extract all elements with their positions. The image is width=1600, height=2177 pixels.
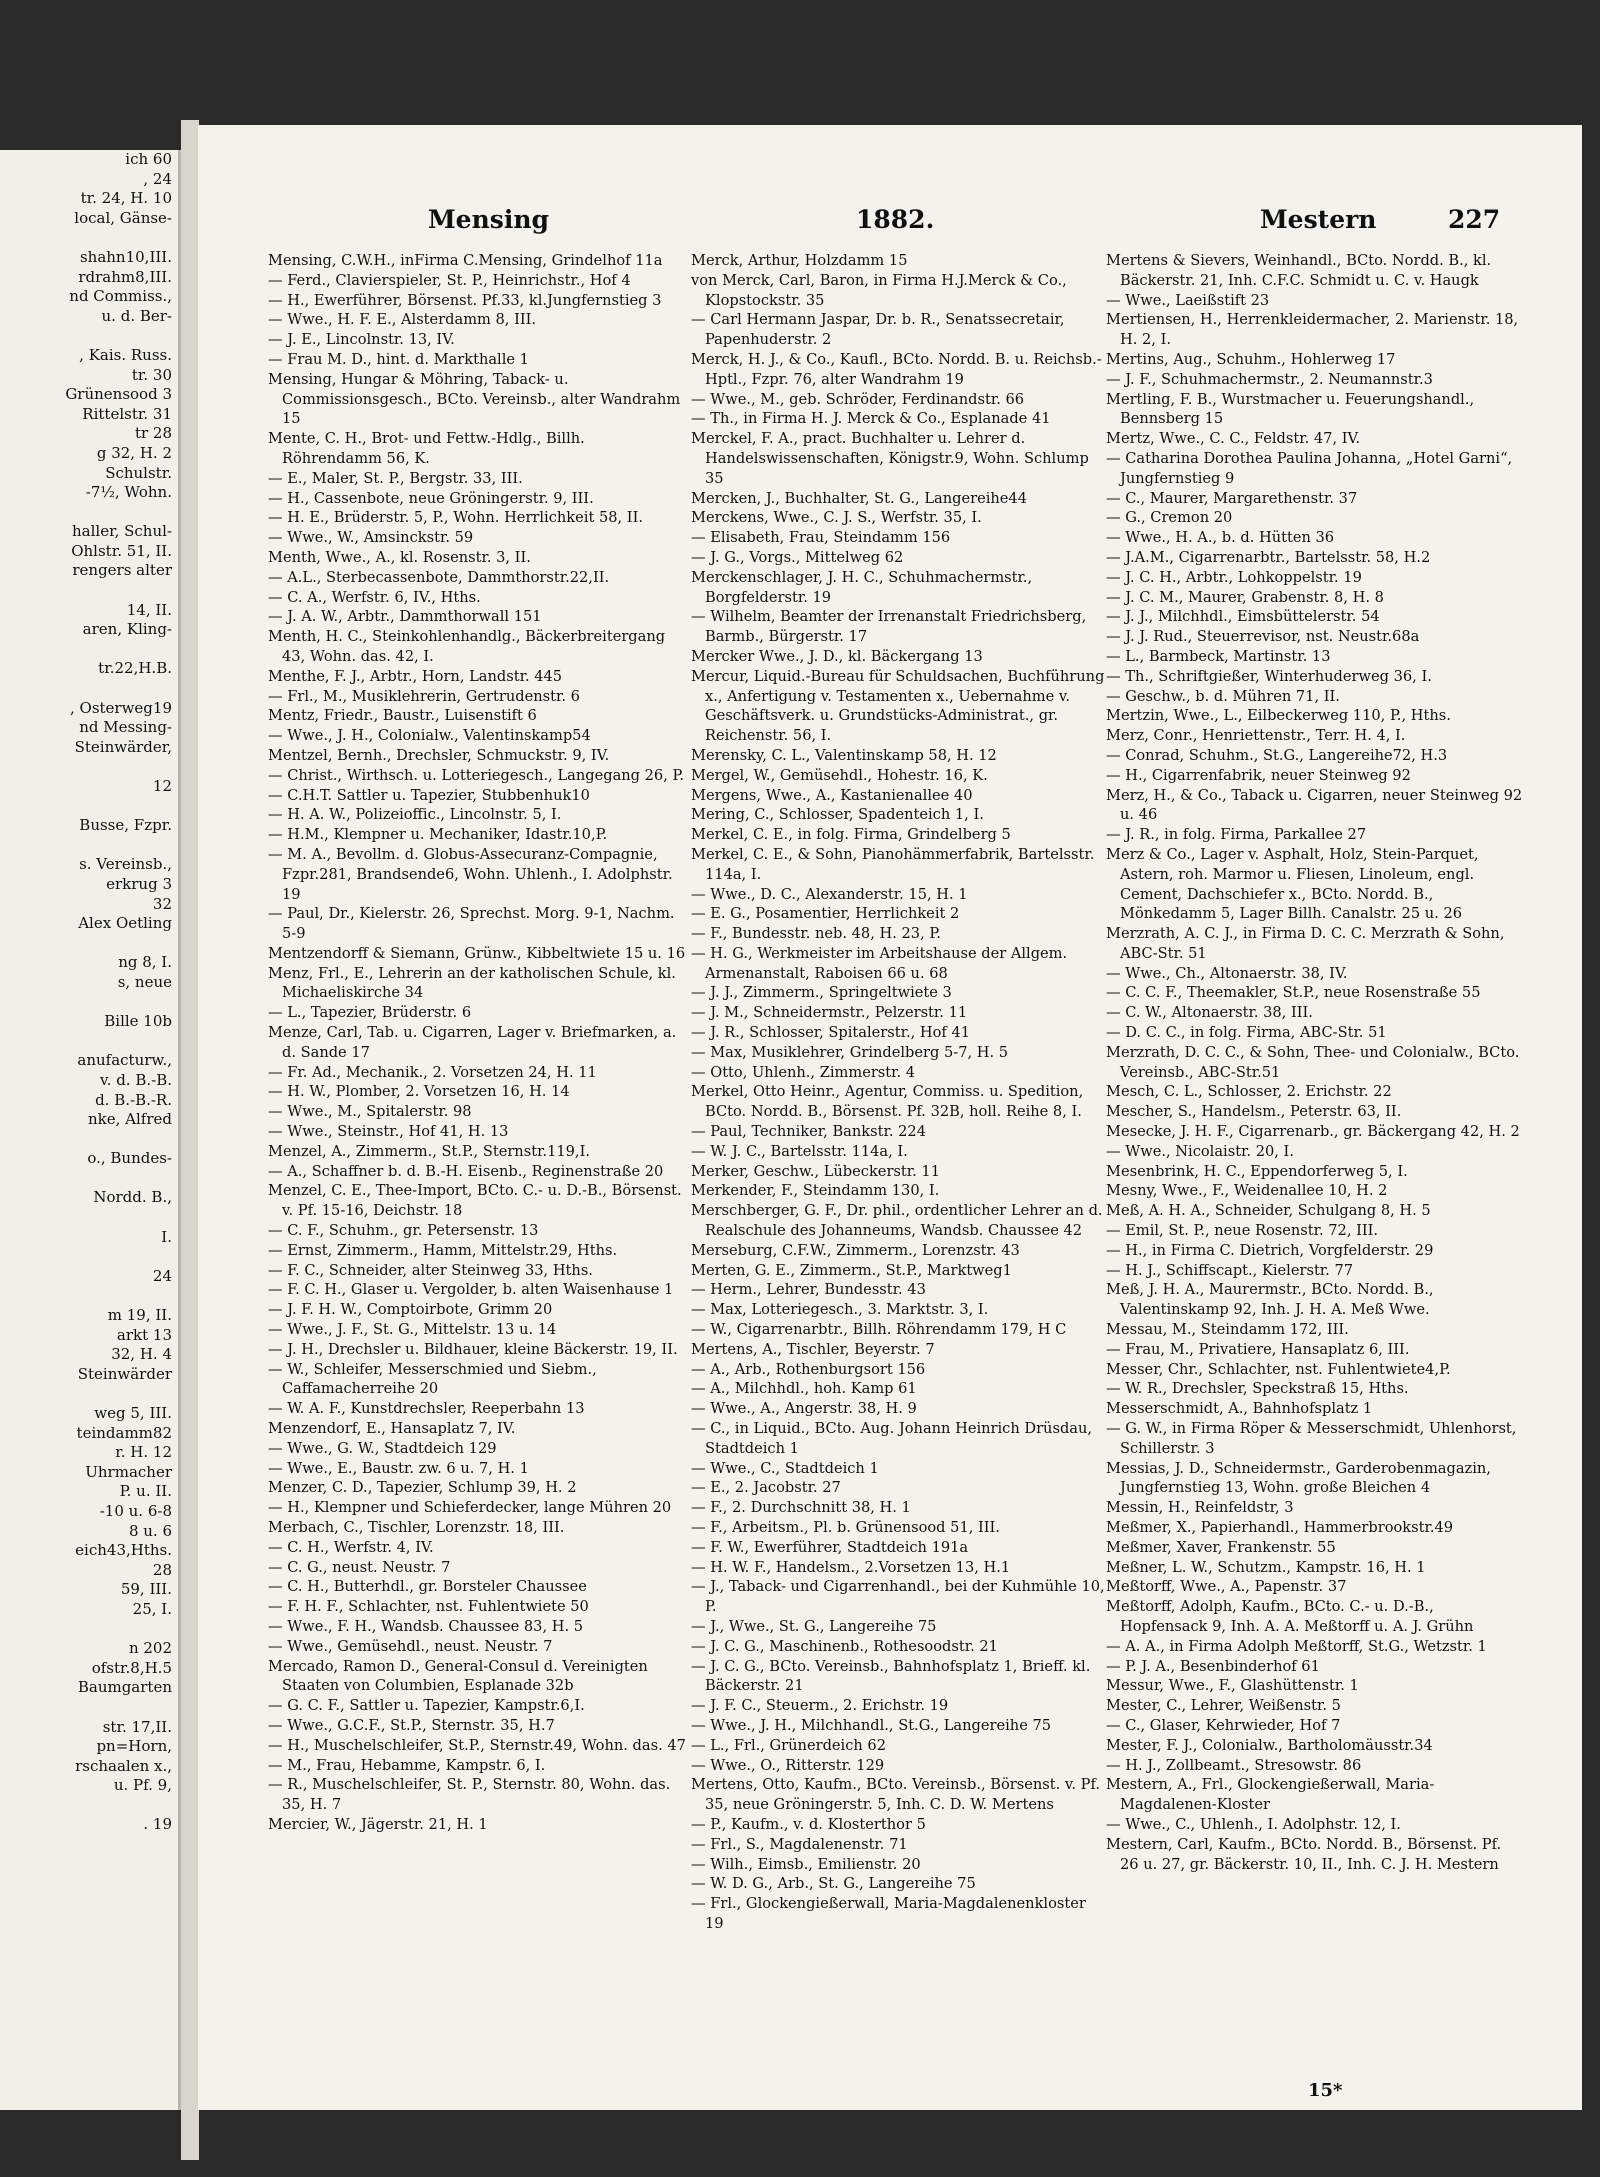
directory-entry: Messerschmidt, A., Bahnhofsplatz 1 bbox=[1106, 1400, 1373, 1418]
previous-page-line: 28 bbox=[152, 1560, 172, 1579]
column-2 bbox=[691, 251, 1109, 1934]
previous-page-line: shahn10,III. bbox=[79, 247, 172, 266]
directory-entry: Merckens, Wwe., C. J. S., Werfstr. 35, I. bbox=[691, 509, 982, 527]
directory-entry: — Wwe., H. F. E., Alsterdamm 8, III. bbox=[268, 311, 537, 329]
directory-entry: Merz, H., & Co., Taback u. Cigarren, neuer Steinweg 92 u. 46 bbox=[1106, 786, 1523, 824]
directory-entry: — Conrad, Schuhm., St.G., Langereihe72, H.3 bbox=[1106, 746, 1448, 764]
directory-entry: — J. C. G., BCto. Vereinsb., Bahnhofsplatz 1, Brieff. kl. Bäckerstr. 21 bbox=[691, 1657, 1091, 1695]
previous-page-line bbox=[0, 326, 178, 346]
previous-page-line: rschaalen x., bbox=[75, 1756, 172, 1775]
directory-entry: Merschberger, G. F., Dr. phil., ordentlicher Lehrer an d. Realschule des Johanneums, Wandsb. Chaussee 42 bbox=[691, 1202, 1103, 1240]
previous-page-line bbox=[0, 228, 178, 248]
directory-entry: — J. H., Drechsler u. Bildhauer, kleine Bäckerstr. 19, II. bbox=[268, 1340, 678, 1358]
previous-page-line bbox=[0, 1169, 178, 1189]
directory-entry: — Wwe., Nicolaistr. 20, I. bbox=[1106, 1142, 1294, 1160]
directory-entry: Menthe, F. J., Arbtr., Horn, Landstr. 445 bbox=[268, 667, 563, 685]
previous-page-line: Nordd. B., bbox=[93, 1188, 172, 1207]
directory-entry: — C. W., Altonaerstr. 38, III. bbox=[1106, 1004, 1313, 1022]
previous-page-line: 14, II. bbox=[126, 600, 172, 619]
previous-page-line: 32 bbox=[152, 894, 172, 913]
directory-entry: — J. A. W., Arbtr., Dammthorwall 151 bbox=[268, 608, 542, 626]
previous-page-line: n 202 bbox=[128, 1639, 172, 1658]
directory-entry: Menth, Wwe., A., kl. Rosenstr. 3, II. bbox=[268, 548, 531, 566]
directory-entry: — Wwe., D. C., Alexanderstr. 15, H. 1 bbox=[691, 885, 968, 903]
directory-entry: — Wwe., G.C.F., St.P., Sternstr. 35, H.7 bbox=[268, 1716, 555, 1734]
directory-entry: — J. M., Schneidermstr., Pelzerstr. 11 bbox=[691, 1004, 968, 1022]
directory-entry: — Wwe., E., Baustr. zw. 6 u. 7, H. 1 bbox=[268, 1459, 529, 1477]
previous-page-line: Alex Oetling bbox=[78, 914, 172, 933]
directory-entry: — Wwe., F. H., Wandsb. Chaussee 83, H. 5 bbox=[268, 1617, 584, 1635]
column-3 bbox=[1106, 251, 1524, 1874]
directory-entry: — Catharina Dorothea Paulina Johanna, „Hotel Garni“, Jungfernstieg 9 bbox=[1106, 449, 1513, 487]
directory-entry: Menzendorf, E., Hansaplatz 7, IV. bbox=[268, 1420, 516, 1438]
directory-entry: — Wwe., C., Stadtdeich 1 bbox=[691, 1459, 879, 1477]
directory-entry: Mertiensen, H., Herrenkleidermacher, 2. Marienstr. 18, H. 2, I. bbox=[1106, 311, 1519, 349]
header-left-keyword: Mensing bbox=[428, 205, 549, 234]
previous-page-line bbox=[0, 1286, 178, 1306]
directory-entry: — M., Frau, Hebamme, Kampstr. 6, I. bbox=[268, 1756, 546, 1774]
directory-entry: Meß, A. H. A., Schneider, Schulgang 8, H. 5 bbox=[1106, 1202, 1431, 1220]
directory-entry: Merckenschlager, J. H. C., Schuhmachermstr., Borgfelderstr. 19 bbox=[691, 568, 1033, 606]
directory-entry: — H. J., Schiffscapt., Kielerstr. 77 bbox=[1106, 1261, 1354, 1279]
previous-page-line: eich43,Hths. bbox=[75, 1541, 172, 1560]
directory-entry: — D. C. C., in folg. Firma, ABC-Str. 51 bbox=[1106, 1024, 1387, 1042]
previous-page-line: Ohlstr. 51, II. bbox=[71, 541, 172, 560]
directory-entry: — Th., in Firma H. J. Merck & Co., Esplanade 41 bbox=[691, 410, 1051, 428]
directory-entry: Messau, M., Steindamm 172, III. bbox=[1106, 1321, 1349, 1339]
previous-page-line bbox=[0, 581, 178, 601]
header-year: 1882. bbox=[856, 205, 935, 234]
directory-entry: — H. G., Werkmeister im Arbeitshause der Allgem. Armenanstalt, Raboisen 66 u. 68 bbox=[691, 944, 1068, 982]
previous-page-fragment bbox=[0, 150, 181, 2110]
previous-page-line bbox=[0, 1384, 178, 1404]
directory-entry: Messer, Chr., Schlachter, nst. Fuhlentwiete4,P. bbox=[1106, 1360, 1451, 1378]
previous-page-line bbox=[0, 1247, 178, 1267]
directory-entry: von Merck, Carl, Baron, in Firma H.J.Merck & Co., Klopstockstr. 35 bbox=[691, 271, 1067, 309]
directory-entry: Mentz, Friedr., Baustr., Luisenstift 6 bbox=[268, 707, 537, 725]
directory-entry: Mesecke, J. H. F., Cigarrenarb., gr. Bäckergang 42, H. 2 bbox=[1106, 1123, 1520, 1141]
directory-entry: — J. C. H., Arbtr., Lohkoppelstr. 19 bbox=[1106, 568, 1362, 586]
directory-entry: — Wwe., Steinstr., Hof 41, H. 13 bbox=[268, 1123, 509, 1141]
directory-page bbox=[198, 125, 1582, 2110]
directory-entry: — Frau, M., Privatiere, Hansaplatz 6, III. bbox=[1106, 1340, 1410, 1358]
directory-entry: — Wwe., Gemüsehdl., neust. Neustr. 7 bbox=[268, 1637, 553, 1655]
previous-page-line: P. u. II. bbox=[119, 1482, 172, 1501]
directory-entry: — Fr. Ad., Mechanik., 2. Vorsetzen 24, H. 11 bbox=[268, 1063, 597, 1081]
directory-entry: — E. G., Posamentier, Herrlichkeit 2 bbox=[691, 905, 960, 923]
previous-page-line: tr. 24, H. 10 bbox=[80, 189, 172, 208]
directory-entry: Meßner, L. W., Schutzm., Kampstr. 16, H. 1 bbox=[1106, 1558, 1426, 1576]
directory-entry: — Ferd., Clavierspieler, St. P., Heinrichstr., Hof 4 bbox=[268, 271, 631, 289]
directory-entry: — Wwe., M., Spitalerstr. 98 bbox=[268, 1103, 472, 1121]
directory-entry: — A., Arb., Rothenburgsort 156 bbox=[691, 1360, 926, 1378]
directory-entry: — J. J. Rud., Steuerrevisor, nst. Neustr.68a bbox=[1106, 628, 1420, 646]
directory-entry: Mentzendorff & Siemann, Grünw., Kibbeltwiete 15 u. 16 bbox=[268, 944, 686, 962]
directory-entry: — L., Barmbeck, Martinstr. 13 bbox=[1106, 647, 1331, 665]
previous-page-line: Uhrmacher bbox=[85, 1462, 172, 1481]
directory-entry: — C. C. F., Theemakler, St.P., neue Rosenstraße 55 bbox=[1106, 984, 1481, 1002]
directory-entry: Meßmer, X., Papierhandl., Hammerbrookstr.49 bbox=[1106, 1519, 1454, 1536]
directory-entry: — J. F., Schuhmachermstr., 2. Neumannstr.3 bbox=[1106, 370, 1433, 388]
header-right-keyword: Mestern bbox=[1260, 205, 1377, 234]
directory-entry: — F., Bundesstr. neb. 48, H. 23, P. bbox=[691, 925, 941, 943]
directory-entry: — Wwe., M., geb. Schröder, Ferdinandstr. 66 bbox=[691, 390, 1025, 408]
directory-entry: — C., Maurer, Margarethenstr. 37 bbox=[1106, 489, 1358, 507]
directory-entry: — J. J., Milchhdl., Eimsbüttelerstr. 54 bbox=[1106, 608, 1380, 626]
directory-entry: — W., Cigarrenarbtr., Billh. Röhrendamm 179, H C bbox=[691, 1321, 1067, 1339]
directory-entry: Mesny, Wwe., F., Weidenallee 10, H. 2 bbox=[1106, 1182, 1388, 1200]
previous-page-line: s, neue bbox=[117, 972, 172, 991]
directory-entry: Mestern, A., Frl., Glockengießerwall, Maria-Magdalenen-Kloster bbox=[1106, 1776, 1435, 1814]
directory-entry: Merz, Conr., Henriettenstr., Terr. H. 4, I. bbox=[1106, 727, 1406, 745]
directory-entry: Mercier, W., Jägerstr. 21, H. 1 bbox=[268, 1815, 488, 1833]
directory-entry: — H., Muschelschleifer, St.P., Sternstr.49, Wohn. das. 47 bbox=[268, 1736, 686, 1754]
directory-entry: — F. H. F., Schlachter, nst. Fuhlentwiete 50 bbox=[268, 1598, 589, 1616]
previous-page-line: nd Commiss., bbox=[69, 287, 172, 306]
directory-entry: — J., Taback- und Cigarrenhandl., bei der Kuhmühle 10, P. bbox=[691, 1578, 1105, 1616]
directory-entry: Mertling, F. B., Wurstmacher u. Feuerungshandl., Bennsberg 15 bbox=[1106, 390, 1475, 428]
directory-entry: — H., Cigarrenfabrik, neuer Steinweg 92 bbox=[1106, 766, 1411, 784]
directory-entry: Merck, H. J., & Co., Kaufl., BCto. Nordd. B. u. Reichsb.-Hptl., Fzpr. 76, alter Wandrahm 19 bbox=[691, 350, 1102, 388]
previous-page-line: -10 u. 6-8 bbox=[99, 1501, 172, 1520]
directory-entry: — C., in Liquid., BCto. Aug. Johann Heinrich Drüsdau, Stadtdeich 1 bbox=[691, 1420, 1093, 1457]
directory-entry: — E., 2. Jacobstr. 27 bbox=[691, 1479, 841, 1497]
previous-page-line: u. d. Ber- bbox=[101, 306, 172, 325]
directory-entry: — Emil, St. P., neue Rosenstr. 72, III. bbox=[1106, 1222, 1379, 1240]
directory-entry: Mester, C., Lehrer, Weißenstr. 5 bbox=[1106, 1697, 1341, 1715]
directory-entry: Menzel, A., Zimmerm., St.P., Sternstr.119,I. bbox=[268, 1142, 590, 1160]
previous-page-line: ng 8, I. bbox=[118, 953, 172, 972]
previous-page-line: nd Messing- bbox=[79, 718, 172, 737]
directory-entry: — J. R., in folg. Firma, Parkallee 27 bbox=[1106, 826, 1367, 844]
previous-page-line bbox=[0, 757, 178, 777]
directory-entry: — J. C. G., Maschinenb., Rothesoodstr. 21 bbox=[691, 1637, 998, 1655]
previous-page-line: tr. 30 bbox=[131, 365, 172, 384]
directory-entry: — Frau M. D., hint. d. Markthalle 1 bbox=[268, 350, 529, 368]
directory-entry: Menzer, C. D., Tapezier, Schlump 39, H. 2 bbox=[268, 1479, 577, 1497]
previous-page-line: anufacturw., bbox=[77, 1051, 172, 1070]
directory-entry: Meß, J. H. A., Maurermstr., BCto. Nordd. B., Valentinskamp 92, Inh. J. H. A. Meß Wwe. bbox=[1106, 1281, 1434, 1319]
directory-entry: — H. A. W., Polizeioffic., Lincolnstr. 5, I. bbox=[268, 806, 562, 824]
previous-page-line: ofstr.8,H.5 bbox=[91, 1658, 172, 1677]
previous-page-line: -7½, Wohn. bbox=[85, 483, 172, 502]
previous-page-line: 32, H. 4 bbox=[111, 1345, 172, 1364]
previous-page-line bbox=[0, 1620, 178, 1640]
previous-page-line bbox=[0, 1698, 178, 1718]
directory-entry: — A.L., Sterbecassenbote, Dammthorstr.22,II. bbox=[268, 568, 610, 586]
directory-entry: — C. G., neust. Neustr. 7 bbox=[268, 1558, 451, 1576]
previous-page-line bbox=[0, 934, 178, 954]
previous-page-line: Schulstr. bbox=[105, 463, 172, 482]
directory-entry: Mergel, W., Gemüsehdl., Hohestr. 16, K. bbox=[691, 766, 988, 784]
directory-entry: — W. J. C., Bartelsstr. 114a, I. bbox=[691, 1142, 908, 1160]
directory-entry: Merckel, F. A., pract. Buchhalter u. Lehrer d. Handelswissenschaften, Königstr.9, Wohn. Schlump 35 bbox=[691, 430, 1089, 487]
directory-entry: — Frl., Glockengießerwall, Maria-Magdalenenkloster 19 bbox=[691, 1895, 1086, 1932]
directory-entry: Mente, C. H., Brot- und Fettw.-Hdlg., Billh. Röhrendamm 56, K. bbox=[268, 430, 585, 467]
directory-entry: — Wwe., J. H., Colonialw., Valentinskamp54 bbox=[268, 727, 591, 745]
directory-entry: — C.H.T. Sattler u. Tapezier, Stubbenhuk10 bbox=[268, 786, 590, 804]
directory-entry: — L., Tapezier, Brüderstr. 6 bbox=[268, 1004, 472, 1022]
directory-entry: — H., in Firma C. Dietrich, Vorgfelderstr. 29 bbox=[1106, 1241, 1434, 1259]
directory-entry: Merten, G. E., Zimmerm., St.P., Marktweg1 bbox=[691, 1261, 1012, 1279]
previous-page-line: , Osterweg19 bbox=[69, 698, 172, 717]
directory-entry: Mercado, Ramon D., General-Consul d. Vereinigten Staaten von Columbien, Esplanade 32b bbox=[268, 1657, 648, 1695]
column-1 bbox=[268, 251, 686, 1835]
previous-page-line: rdrahm8,III. bbox=[78, 267, 172, 286]
previous-page-line: tr 28 bbox=[134, 424, 172, 443]
previous-page-line: u. Pf. 9, bbox=[113, 1776, 172, 1795]
previous-page-line: haller, Schul- bbox=[72, 522, 172, 541]
previous-page-line: str. 17,II. bbox=[102, 1717, 172, 1736]
signature-mark: 15* bbox=[1308, 2080, 1343, 2101]
previous-page-line: pn=Horn, bbox=[96, 1737, 172, 1756]
directory-entry: — J. J., Zimmerm., Springeltwiete 3 bbox=[691, 984, 952, 1002]
directory-entry: Meßtorff, Wwe., A., Papenstr. 37 bbox=[1106, 1578, 1347, 1596]
directory-entry: Merensky, C. L., Valentinskamp 58, H. 12 bbox=[691, 746, 997, 764]
previous-page-line: , Kais. Russ. bbox=[79, 345, 172, 364]
directory-entry: — H.M., Klempner u. Mechaniker, Idastr.10,P. bbox=[268, 826, 608, 844]
directory-entry: — Christ., Wirthsch. u. Lotteriegesch., Langegang 26, P. bbox=[268, 766, 684, 784]
directory-entry: — M. A., Bevollm. d. Globus-Assecuranz-Compagnie, Fzpr.281, Brandsende6, Wohn. Uhlenh., I. Adolphstr. 19 bbox=[268, 845, 673, 903]
previous-page-line: 24 bbox=[152, 1266, 172, 1285]
directory-entry: — A., Schaffner b. d. B.-H. Eisenb., Reginenstraße 20 bbox=[268, 1162, 664, 1180]
directory-entry: — J. R., Schlosser, Spitalerstr., Hof 41 bbox=[691, 1024, 971, 1042]
previous-page-line: . 19 bbox=[143, 1815, 172, 1834]
directory-entry: — Paul, Techniker, Bankstr. 224 bbox=[691, 1123, 926, 1141]
directory-entry: — Paul, Dr., Kielerstr. 26, Sprechst. Morg. 9-1, Nachm. 5-9 bbox=[268, 905, 675, 943]
directory-entry: Mescher, S., Handelsm., Peterstr. 63, II. bbox=[1106, 1103, 1402, 1121]
directory-entry: — P., Kaufm., v. d. Klosterthor 5 bbox=[691, 1815, 926, 1833]
previous-page-line bbox=[0, 640, 178, 660]
directory-entry: Mensing, C.W.H., inFirma C.Mensing, Grindelhof 11a bbox=[268, 252, 663, 269]
previous-page-line: rengers alter bbox=[72, 561, 172, 580]
directory-entry: Messur, Wwe., F., Glashüttenstr. 1 bbox=[1106, 1677, 1359, 1695]
previous-page-line: o., Bundes- bbox=[87, 1149, 172, 1168]
directory-entry: — J. E., Lincolnstr. 13, IV. bbox=[268, 331, 455, 349]
previous-page-line: r. H. 12 bbox=[115, 1443, 172, 1462]
directory-entry: Merbach, C., Tischler, Lorenzstr. 18, III. bbox=[268, 1519, 565, 1536]
page-number: 227 bbox=[1448, 205, 1501, 234]
directory-entry: Mertens, Otto, Kaufm., BCto. Vereinsb., Börsenst. v. Pf. 35, neue Gröningerstr. 5, Inh. C. D. W. Mertens bbox=[691, 1776, 1101, 1814]
directory-entry: Mentzel, Bernh., Drechsler, Schmuckstr. 9, IV. bbox=[268, 746, 610, 764]
directory-entry: — C. H., Werfstr. 4, IV. bbox=[268, 1538, 434, 1556]
directory-entry: Merkel, C. E., in folg. Firma, Grindelberg 5 bbox=[691, 826, 1011, 844]
previous-page-line: 12 bbox=[152, 777, 172, 795]
directory-entry: Merseburg, C.F.W., Zimmerm., Lorenzstr. 43 bbox=[691, 1241, 1020, 1259]
directory-entry: — H., Cassenbote, neue Gröningerstr. 9, III. bbox=[268, 489, 594, 507]
directory-entry: — F. C., Schneider, alter Steinweg 33, Hths. bbox=[268, 1261, 593, 1279]
directory-entry: — H. E., Brüderstr. 5, P., Wohn. Herrlichkeit 58, II. bbox=[268, 509, 643, 527]
directory-entry: — Wwe., C., Uhlenh., I. Adolphstr. 12, I. bbox=[1106, 1815, 1401, 1833]
directory-entry: Meßmer, Xaver, Frankenstr. 55 bbox=[1106, 1538, 1336, 1556]
previous-page-line: 25, I. bbox=[132, 1599, 172, 1618]
previous-page-line: arkt 13 bbox=[116, 1325, 172, 1344]
previous-page-line: erkrug 3 bbox=[106, 874, 172, 893]
directory-entry: Merck, Arthur, Holzdamm 15 bbox=[691, 252, 908, 269]
directory-entry: Messin, H., Reinfeldstr, 3 bbox=[1106, 1499, 1294, 1517]
directory-entry: Menze, Carl, Tab. u. Cigarren, Lager v. Briefmarken, a. d. Sande 17 bbox=[268, 1024, 677, 1061]
directory-entry: — H. J., Zollbeamt., Stresowstr. 86 bbox=[1106, 1756, 1362, 1774]
directory-entry: — Th., Schriftgießer, Winterhuderweg 36, I. bbox=[1106, 667, 1432, 685]
directory-entry: — W. A. F., Kunstdrechsler, Reeperbahn 13 bbox=[268, 1400, 585, 1418]
previous-page-line bbox=[0, 1032, 178, 1052]
directory-entry: — J. F. H. W., Comptoirbote, Grimm 20 bbox=[268, 1301, 553, 1319]
previous-page-line: Bille 10b bbox=[104, 1012, 172, 1031]
directory-entry: — J., Wwe., St. G., Langereihe 75 bbox=[691, 1617, 937, 1635]
directory-entry: Mercker Wwe., J. D., kl. Bäckergang 13 bbox=[691, 647, 983, 665]
directory-entry: — Wwe., O., Ritterstr. 129 bbox=[691, 1756, 885, 1774]
directory-entry: — J.A.M., Cigarrenarbtr., Bartelsstr. 58, H.2 bbox=[1106, 548, 1431, 566]
directory-entry: Merkel, Otto Heinr., Agentur, Commiss. u. Spedition, BCto. Nordd. B., Börsenst. Pf. 32B, holl. Reihe 8, I. bbox=[691, 1083, 1084, 1121]
previous-page-line bbox=[0, 836, 178, 856]
directory-entry: — G. W., in Firma Röper & Messerschmidt, Uhlenhorst, Schillerstr. 3 bbox=[1106, 1420, 1517, 1457]
directory-entry: Merzrath, A. C. J., in Firma D. C. C. Merzrath & Sohn, ABC-Str. 51 bbox=[1106, 925, 1505, 962]
previous-page-line bbox=[0, 1208, 178, 1228]
directory-entry: — Max, Musiklehrer, Grindelberg 5-7, H. 5 bbox=[691, 1043, 1009, 1061]
previous-page-line: nke, Alfred bbox=[88, 1110, 172, 1129]
directory-entry: — H. W. F., Handelsm., 2.Vorsetzen 13, H.1 bbox=[691, 1558, 1011, 1576]
directory-entry: — Ernst, Zimmerm., Hamm, Mittelstr.29, Hths. bbox=[268, 1241, 618, 1259]
directory-entry: Merzrath, D. C. C., & Sohn, Thee- und Colonialw., BCto. Vereinsb., ABC-Str.51 bbox=[1106, 1043, 1520, 1081]
previous-page-line: s. Vereinsb., bbox=[79, 855, 172, 874]
directory-entry: — H., Ewerführer, Börsenst. Pf.33, kl.Jungfernstieg 3 bbox=[268, 291, 662, 309]
directory-entry: — Max, Lotteriegesch., 3. Marktstr. 3, I. bbox=[691, 1301, 989, 1319]
directory-entry: — A., Milchhdl., hoh. Kamp 61 bbox=[691, 1380, 917, 1398]
previous-page-line: m 19, II. bbox=[107, 1306, 172, 1325]
directory-entry: Menz, Frl., E., Lehrerin an der katholischen Schule, kl. Michaeliskirche 34 bbox=[268, 964, 676, 1002]
directory-entry: — H. W., Plomber, 2. Vorsetzen 16, H. 14 bbox=[268, 1083, 570, 1101]
previous-page-line bbox=[0, 503, 178, 523]
previous-page-line bbox=[0, 1796, 178, 1816]
previous-page-line: teindamm82 bbox=[76, 1423, 172, 1442]
previous-page-line: 59, III. bbox=[120, 1580, 172, 1599]
directory-entry: — Wwe., Laeißstift 23 bbox=[1106, 291, 1270, 309]
previous-page-line: v. d. B.-B. bbox=[99, 1070, 172, 1089]
directory-entry: Mertzin, Wwe., L., Eilbeckerweg 110, P., Hths. bbox=[1106, 707, 1451, 725]
previous-page-line: ich 60 bbox=[125, 150, 172, 168]
directory-entry: — W., Schleifer, Messerschmied und Siebm., Caffamacherreihe 20 bbox=[268, 1360, 597, 1398]
previous-page-line bbox=[0, 797, 178, 817]
directory-entry: — J. C. M., Maurer, Grabenstr. 8, H. 8 bbox=[1106, 588, 1384, 606]
directory-entry: — Frl., M., Musiklehrerin, Gertrudenstr. 6 bbox=[268, 687, 580, 705]
directory-entry: — Frl., S., Magdalenenstr. 71 bbox=[691, 1835, 908, 1853]
directory-entry: — W. R., Drechsler, Speckstraß 15, Hths. bbox=[1106, 1380, 1409, 1398]
directory-entry: — Wilhelm, Beamter der Irrenanstalt Friedrichsberg, Barmb., Bürgerstr. 17 bbox=[691, 608, 1087, 646]
directory-entry: — Wwe., J. F., St. G., Mittelstr. 13 u. 14 bbox=[268, 1321, 557, 1339]
directory-entry: — Wwe., G. W., Stadtdeich 129 bbox=[268, 1439, 497, 1457]
directory-entry: — Geschw., b. d. Mühren 71, II. bbox=[1106, 687, 1340, 705]
directory-entry: Mensing, Hungar & Möhring, Taback- u. Commissionsgesch., BCto. Vereinsb., alter Wandrahm 15 bbox=[268, 370, 681, 428]
directory-entry: — F., Arbeitsm., Pl. b. Grünensood 51, III. bbox=[691, 1519, 1000, 1536]
directory-entry: — F. W., Ewerführer, Stadtdeich 191a bbox=[691, 1538, 969, 1556]
directory-entry: — G. C. F., Sattler u. Tapezier, Kampstr.6,I. bbox=[268, 1697, 585, 1715]
directory-entry: Menzel, C. E., Thee-Import, BCto. C.- u. D.-B., Börsenst. v. Pf. 15-16, Deichstr. 18 bbox=[268, 1182, 682, 1220]
previous-page-line: local, Gänse- bbox=[74, 208, 172, 227]
previous-page-line: Rittelstr. 31 bbox=[82, 404, 172, 423]
previous-page-line: g 32, H. 2 bbox=[96, 443, 172, 462]
directory-entry: — G., Cremon 20 bbox=[1106, 509, 1233, 527]
directory-entry: — R., Muschelschleifer, St. P., Sternstr. 80, Wohn. das. 35, H. 7 bbox=[268, 1776, 671, 1814]
directory-entry: Mertens & Sievers, Weinhandl., BCto. Nordd. B., kl. Bäckerstr. 21, Inh. C.F.C. Schmidt u. C. v. Haugk bbox=[1106, 252, 1492, 289]
previous-page-line: Baumgarten bbox=[77, 1678, 172, 1697]
directory-entry: — C. F., Schuhm., gr. Petersenstr. 13 bbox=[268, 1222, 539, 1240]
directory-entry: Menth, H. C., Steinkohlenhandlg., Bäckerbreitergang 43, Wohn. das. 42, I. bbox=[268, 628, 666, 665]
previous-page-line: Steinwärder, bbox=[74, 737, 172, 756]
directory-entry: — C. A., Werfstr. 6, IV., Hths. bbox=[268, 588, 481, 606]
directory-entry: — F. C. H., Glaser u. Vergolder, b. alten Waisenhause 1 bbox=[268, 1281, 674, 1299]
directory-entry: Mertz, Wwe., C. C., Feldstr. 47, IV. bbox=[1106, 430, 1361, 448]
directory-entry: Mertens, A., Tischler, Beyerstr. 7 bbox=[691, 1340, 935, 1358]
directory-entry: — Wilh., Eimsb., Emilienstr. 20 bbox=[691, 1855, 921, 1873]
directory-entry: Meßtorff, Adolph, Kaufm., BCto. C.- u. D.-B., Hopfensack 9, Inh. A. A. Meßtorff u. A. J. Grühn bbox=[1106, 1598, 1474, 1635]
directory-entry: Merkender, F., Steindamm 130, I. bbox=[691, 1182, 940, 1200]
directory-entry: — F., 2. Durchschnitt 38, H. 1 bbox=[691, 1499, 911, 1517]
directory-entry: — Wwe., A., Angerstr. 38, H. 9 bbox=[691, 1400, 917, 1418]
directory-entry: Mesch, C. L., Schlosser, 2. Erichstr. 22 bbox=[1106, 1083, 1392, 1101]
directory-entry: — W. D. G., Arb., St. G., Langereihe 75 bbox=[691, 1875, 976, 1893]
directory-entry: Merz & Co., Lager v. Asphalt, Holz, Stein-Parquet, Astern, roh. Marmor u. Fliesen, Linoleum, engl. Cement, Dachschiefer x., BCto. Nordd. B., Mönkedamm 5, Lager Billh. Canalstr. 25 u. 26 bbox=[1106, 845, 1479, 923]
previous-page-line bbox=[0, 993, 178, 1013]
previous-page-line: I. bbox=[161, 1227, 172, 1246]
directory-entry: Mergens, Wwe., A., Kastanienallee 40 bbox=[691, 786, 973, 804]
page-header bbox=[198, 205, 1582, 245]
previous-page-line: Busse, Fzpr. bbox=[79, 816, 172, 835]
directory-entry: — Wwe., Ch., Altonaerstr. 38, IV. bbox=[1106, 964, 1348, 982]
directory-entry: — Otto, Uhlenh., Zimmerstr. 4 bbox=[691, 1063, 916, 1081]
directory-entry: — Wwe., J. H., Milchhandl., St.G., Langereihe 75 bbox=[691, 1716, 1052, 1734]
previous-page-line: tr.22,H.B. bbox=[98, 659, 172, 678]
previous-page-line: aren, Kling- bbox=[82, 620, 172, 639]
directory-entry: Mertins, Aug., Schuhm., Hohlerweg 17 bbox=[1106, 350, 1396, 368]
previous-page-line bbox=[0, 679, 178, 699]
directory-entry: Mesenbrink, H. C., Eppendorferweg 5, I. bbox=[1106, 1162, 1408, 1180]
directory-entry: — P. J. A., Besenbinderhof 61 bbox=[1106, 1657, 1320, 1675]
directory-entry: — J. G., Vorgs., Mittelweg 62 bbox=[691, 548, 904, 566]
directory-entry: — E., Maler, St. P., Bergstr. 33, III. bbox=[268, 469, 523, 487]
previous-page-line: weg 5, III. bbox=[94, 1404, 172, 1422]
directory-entry: — Wwe., H. A., b. d. Hütten 36 bbox=[1106, 529, 1335, 547]
previous-page-line: 8 u. 6 bbox=[128, 1521, 172, 1540]
directory-entry: Messias, J. D., Schneidermstr., Garderobenmagazin, Jungfernstieg 13, Wohn. große Bleichen 4 bbox=[1106, 1459, 1491, 1497]
directory-entry: — C. H., Butterhdl., gr. Borsteler Chaussee bbox=[268, 1578, 587, 1596]
previous-page-line: Grünensood 3 bbox=[65, 385, 172, 404]
directory-entry: — A. A., in Firma Adolph Meßtorff, St.G., Wetzstr. 1 bbox=[1106, 1637, 1487, 1655]
previous-page-line: , 24 bbox=[143, 169, 172, 188]
directory-entry: Mester, F. J., Colonialw., Bartholomäusstr.34 bbox=[1106, 1736, 1433, 1754]
directory-entry: — Wwe., W., Amsinckstr. 59 bbox=[268, 529, 474, 547]
book-gutter bbox=[181, 120, 199, 2160]
directory-entry: Merker, Geschw., Lübeckerstr. 11 bbox=[691, 1162, 940, 1180]
directory-entry: — H., Klempner und Schieferdecker, lange Mühren 20 bbox=[268, 1499, 672, 1517]
directory-entry: Mercur, Liquid.-Bureau für Schuldsachen, Buchführung x., Anfertigung v. Testamenten x., Uebernahme v. Geschäftsverk. u. Grundstücks-Administrat., gr. Reichenstr. 56, I. bbox=[691, 667, 1105, 745]
directory-entry: — Herm., Lehrer, Bundesstr. 43 bbox=[691, 1281, 926, 1299]
previous-page-line: d. B.-B.-R. bbox=[95, 1090, 172, 1109]
directory-entry: — Elisabeth, Frau, Steindamm 156 bbox=[691, 529, 951, 547]
directory-entry: Mering, C., Schlosser, Spadenteich 1, I. bbox=[691, 806, 984, 824]
previous-page-line bbox=[0, 1130, 178, 1150]
directory-entry: — J. F. C., Steuerm., 2. Erichstr. 19 bbox=[691, 1697, 949, 1715]
previous-page-line: Steinwärder bbox=[77, 1364, 172, 1383]
directory-entry: Mestern, Carl, Kaufm., BCto. Nordd. B., Börsenst. Pf. 26 u. 27, gr. Bäckerstr. 10, II., Inh. C. J. H. Mestern bbox=[1106, 1835, 1502, 1873]
directory-entry: — Carl Hermann Jaspar, Dr. b. R., Senatssecretair, Papenhuderstr. 2 bbox=[691, 311, 1065, 349]
directory-entry: Mercken, J., Buchhalter, St. G., Langereihe44 bbox=[691, 489, 1027, 507]
directory-entry: — L., Frl., Grünerdeich 62 bbox=[691, 1736, 886, 1754]
directory-entry: — C., Glaser, Kehrwieder, Hof 7 bbox=[1106, 1716, 1341, 1734]
directory-entry: Merkel, C. E., & Sohn, Pianohämmerfabrik, Bartelsstr. 114a, I. bbox=[691, 845, 1095, 883]
